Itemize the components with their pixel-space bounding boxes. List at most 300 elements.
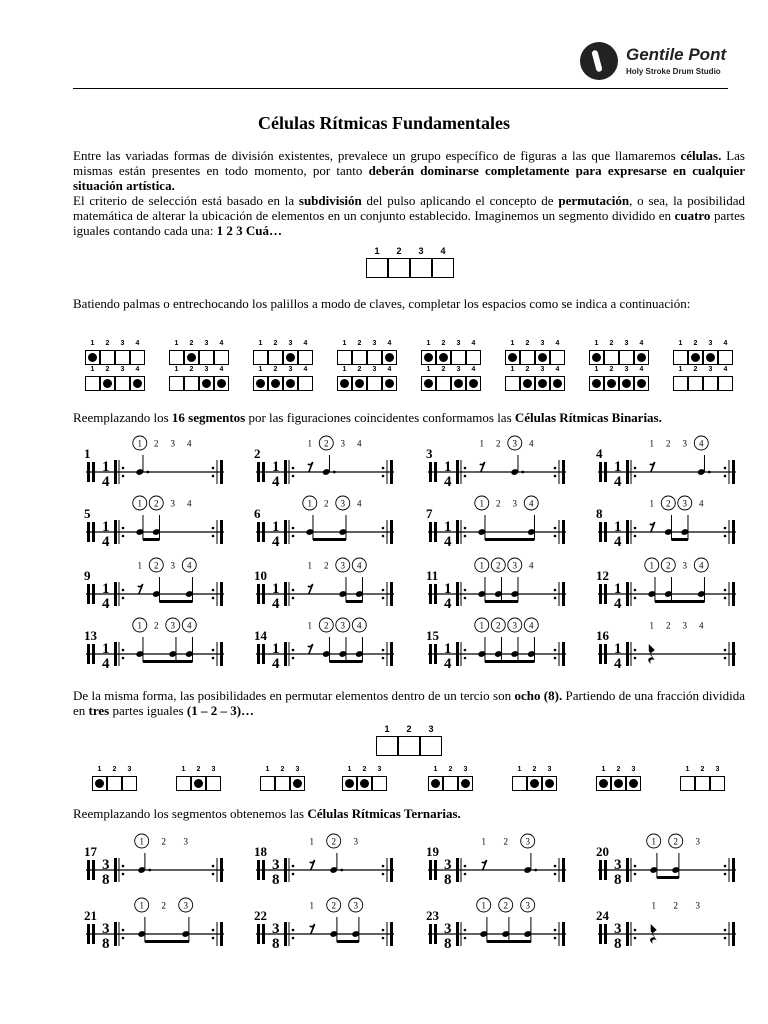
filled-dot-cell [688,350,703,365]
count-label: 2 [532,766,537,773]
count-label: 2 [496,560,501,571]
rhythm-cell [82,434,230,496]
repeat-dot [122,589,125,592]
count-label: 3 [708,340,713,347]
repeat-bar [456,642,459,666]
empty-cell [253,350,268,365]
repeat-bar [220,582,223,606]
segment-cell [388,258,410,278]
empty-cell [367,376,382,391]
time-signature-top: 3 [444,857,452,873]
count-label: 1 [137,498,143,509]
rhythm-cell [594,494,742,556]
count-label: 1 [137,560,143,571]
count-label: 2 [448,766,453,773]
note-beam [485,538,534,541]
count-label: 2 [441,366,446,373]
percussion-clef-icon [599,584,602,604]
repeat-dot [724,535,727,538]
empty-cell [122,776,137,791]
count-label: 3 [340,560,346,571]
time-signature-top: 1 [102,641,110,657]
count-label: 3 [170,560,176,571]
repeat-dot [122,535,125,538]
eighth-rest-icon [650,462,655,472]
count-label: 1 [181,766,186,773]
count-label: 4 [471,366,476,373]
repeat-bar [562,460,565,484]
repeat-bar [626,642,629,666]
exercise-number: 2 [254,446,261,461]
note-beam [145,940,189,943]
percussion-clef-icon [434,462,437,482]
repeat-bar [562,520,565,544]
percussion-clef-icon [434,924,437,944]
repeat-bar [456,582,459,606]
text-run: , o sea, la posibilidad matemática de alterar la ubicación de elementos en un conjunto establecido. Imaginemos un segmento dividido en [73,193,745,223]
repeat-dot [292,535,295,538]
filled-dot-cell [527,776,542,791]
exercise-number: 23 [426,908,439,923]
count-label: 1 [137,620,143,631]
empty-cell [718,376,733,391]
count-label: 2 [196,766,201,773]
percussion-clef-icon [92,522,95,542]
empty-cell [512,776,527,791]
repeat-dot [464,597,467,600]
exercise-number: 5 [84,506,91,521]
count-label: 1 [426,366,431,373]
repeat-dot [554,597,557,600]
count-label: 3 [295,766,300,773]
repeat-dot [634,527,637,530]
repeat-bar [390,858,393,882]
repeat-dot [292,657,295,660]
count-label: 2 [693,366,698,373]
count-label: 4 [135,366,140,373]
rhythm-cell [424,434,572,496]
repeat-dot [464,589,467,592]
exercise-number: 11 [426,568,439,583]
rhythm-cell [82,896,230,958]
count-label: 2 [161,836,166,847]
repeat-bar [626,460,629,484]
filled-dot-cell [421,376,436,391]
segment-cell [366,258,388,278]
filled-dot-cell [421,350,436,365]
empty-cell [703,376,718,391]
count-label: 2 [362,766,367,773]
repeat-bar [732,922,735,946]
brand-logo [580,42,750,86]
text-run: Las mismas están presentes en todo momento, por tanto [73,148,745,178]
empty-cell [550,350,565,365]
exercise-number: 4 [596,446,603,461]
eighth-rest-icon [480,462,485,472]
percussion-clef-icon [257,644,260,664]
count-label: 2 [666,560,671,571]
count-label: 1 [510,366,515,373]
repeat-bar [626,922,629,946]
repeat-dot [724,589,727,592]
rhythm-cell [594,896,742,958]
repeat-bar [220,460,223,484]
filled-dot-cell [589,376,604,391]
count-label: 3 [183,836,188,847]
filled-dot-cell [520,376,535,391]
segment-cell [398,736,420,756]
count-label: 3 [340,620,346,631]
filled-dot-cell [268,376,283,391]
percussion-clef-icon [257,462,260,482]
count-label: 3 [127,766,132,773]
text-run: Reemplazando los [73,410,172,425]
repeat-dot [292,589,295,592]
repeat-dot [212,535,215,538]
repeat-dot [292,929,295,932]
empty-cell [298,376,313,391]
count-label: 4 [723,366,728,373]
count-label: 2 [273,340,278,347]
count-label: 3 [120,366,125,373]
repeat-bar [284,582,287,606]
empty-cell [451,350,466,365]
time-signature-bottom: 4 [444,656,452,672]
percussion-clef-icon [599,462,602,482]
empty-cell [115,350,130,365]
repeat-bar [284,858,287,882]
count-label: 2 [666,498,671,509]
repeat-dot [724,649,727,652]
count-label: 3 [183,900,188,911]
text-run: por las figuraciones coincidentes conformamos las [245,410,515,425]
filled-dot-cell [199,376,214,391]
count-label: 3 [288,366,293,373]
filled-dot-cell [466,376,481,391]
filled-dot-cell [451,376,466,391]
count-label: 3 [428,724,434,734]
repeat-bar [732,858,735,882]
filled-dot-cell [634,376,649,391]
filled-dot-cell [589,350,604,365]
repeat-dot [634,649,637,652]
count-label: 3 [682,620,688,631]
count-label: 3 [204,366,209,373]
count-label: 1 [342,340,347,347]
empty-cell [115,376,130,391]
count-label: 2 [496,438,501,449]
segment-cell [420,736,442,756]
count-label: 4 [357,620,362,631]
repeat-bar [562,922,565,946]
count-label: 2 [324,560,329,571]
count-label: 4 [187,498,192,509]
header-divider [73,88,728,89]
percussion-clef-icon [429,584,432,604]
count-label: 2 [525,340,530,347]
count-label: 1 [374,246,380,256]
filled-dot-cell [342,776,357,791]
time-signature-bottom: 4 [102,656,110,672]
count-label: 1 [265,766,270,773]
note-beam [143,538,160,541]
repeat-bar [732,460,735,484]
count-label: 4 [529,498,534,509]
count-label: 3 [695,836,700,847]
exercise-number: 16 [596,628,609,643]
empty-cell [107,776,122,791]
repeat-dot [724,865,727,868]
count-label: 4 [529,620,534,631]
time-signature-bottom: 4 [102,596,110,612]
time-signature-top: 1 [614,641,622,657]
count-label: 4 [723,340,728,347]
count-label: 2 [693,340,698,347]
repeat-bar [626,582,629,606]
count-label: 1 [307,620,313,631]
filled-dot-cell [458,776,473,791]
time-signature-bottom: 8 [614,872,622,888]
empty-cell [695,776,710,791]
filled-dot-cell [505,350,520,365]
count-label: 4 [187,560,192,571]
count-label: 2 [324,620,329,631]
count-label: 1 [307,560,313,571]
count-label: 2 [154,560,159,571]
time-signature-bottom: 4 [614,656,622,672]
exercise-number: 7 [426,506,433,521]
text-run: (1 – 2 – 3)… [186,703,255,718]
note-beam [671,538,688,541]
time-signature-bottom: 4 [272,596,280,612]
count-label: 3 [288,340,293,347]
rhythm-cell [594,434,742,496]
filled-dot-cell [382,350,397,365]
time-signature-bottom: 4 [444,534,452,550]
exercise-number: 12 [596,568,609,583]
text-run: 16 segmentos [171,410,246,425]
count-label: 3 [418,246,424,256]
count-label: 3 [456,366,461,373]
count-label: 2 [666,438,671,449]
time-signature-bottom: 4 [444,596,452,612]
repeat-dot [554,535,557,538]
count-label: 1 [139,836,144,847]
filled-dot-cell [191,776,206,791]
empty-cell [673,350,688,365]
text-run: El criterio de selección está basado en la [73,193,299,208]
percussion-clef-icon [434,644,437,664]
time-signature-bottom: 8 [102,936,110,952]
time-signature-bottom: 8 [444,936,452,952]
repeat-dot [382,475,385,478]
percussion-clef-icon [92,462,95,482]
rhythm-cell [82,494,230,556]
text-run: partes iguales contando cada una: [73,208,745,238]
count-label: 4 [219,340,224,347]
percussion-clef-icon [434,860,437,880]
count-label: 3 [624,340,629,347]
repeat-dot [724,657,727,660]
empty-cell [718,350,733,365]
repeat-dot [122,873,125,876]
count-label: 1 [307,498,313,509]
count-label: 1 [649,620,655,631]
text-run: partes iguales [109,703,187,718]
repeat-dot [634,873,637,876]
repeat-dot [464,873,467,876]
repeat-bar [732,642,735,666]
count-label: 3 [340,498,346,509]
empty-cell [673,376,688,391]
page-title: Células Rítmicas Fundamentales [258,113,510,133]
note-beam [657,876,679,879]
count-label: 1 [258,366,263,373]
filled-dot-cell [100,376,115,391]
count-label: 3 [715,766,720,773]
time-signature-top: 3 [444,921,452,937]
time-signature-top: 1 [444,519,452,535]
rhythm-cell [82,832,230,894]
count-label: 1 [651,836,656,847]
empty-cell [100,350,115,365]
count-label: 3 [695,900,700,911]
repeat-dot [212,929,215,932]
count-label: 3 [631,766,636,773]
time-signature-top: 3 [102,921,110,937]
note-beam [346,600,363,603]
empty-cell [367,350,382,365]
repeat-dot [292,865,295,868]
time-signature-bottom: 4 [272,656,280,672]
count-label: 1 [594,366,599,373]
repeat-dot [212,475,215,478]
empty-cell [275,776,290,791]
count-label: 4 [699,620,704,631]
count-label: 1 [481,900,486,911]
time-signature-top: 1 [614,519,622,535]
percussion-clef-icon [262,522,265,542]
count-label: 1 [90,366,95,373]
count-label: 4 [219,366,224,373]
percussion-clef-icon [429,644,432,664]
filled-dot-cell [535,350,550,365]
count-label: 2 [273,366,278,373]
count-label: 2 [154,438,159,449]
exercise-number: 17 [84,844,97,859]
count-label: 1 [601,766,606,773]
filled-dot-cell [703,350,718,365]
empty-cell [604,350,619,365]
time-signature-bottom: 4 [614,596,622,612]
count-label: 1 [258,340,263,347]
filled-dot-cell [611,776,626,791]
empty-cell [688,376,703,391]
percussion-clef-icon [87,522,90,542]
augmentation-dot [340,869,343,872]
time-signature-bottom: 4 [272,474,280,490]
repeat-dot [554,475,557,478]
count-label: 4 [471,340,476,347]
time-signature-top: 3 [272,857,280,873]
repeat-bar [220,642,223,666]
count-label: 4 [357,498,362,509]
repeat-dot [122,475,125,478]
empty-cell [352,350,367,365]
repeat-dot [382,873,385,876]
percussion-clef-icon [262,584,265,604]
note-beam [159,600,192,603]
text-run: Células Rítmicas Binarias. [514,410,662,425]
count-label: 4 [639,366,644,373]
count-label: 3 [170,620,176,631]
repeat-bar [284,520,287,544]
count-label: 1 [479,438,485,449]
note-beam [655,600,705,603]
repeat-dot [634,657,637,660]
repeat-bar [114,922,117,946]
repeat-dot [724,873,727,876]
repeat-dot [554,865,557,868]
count-label: 2 [441,340,446,347]
repeat-dot [724,929,727,932]
text-run: Células Rítmicas Ternarias. [307,806,461,821]
repeat-dot [122,527,125,530]
empty-cell [184,376,199,391]
percussion-clef-icon [87,924,90,944]
count-label: 2 [189,340,194,347]
count-label: 4 [387,366,392,373]
time-signature-bottom: 4 [102,474,110,490]
repeat-bar [390,460,393,484]
empty-cell [436,376,451,391]
time-signature-top: 3 [614,921,622,937]
brand-tagline: Holy Stroke Drum Studio [626,67,721,76]
count-label: 3 [353,900,358,911]
repeat-dot [634,475,637,478]
count-label: 1 [479,498,485,509]
filled-dot-cell [542,776,557,791]
repeat-dot [382,649,385,652]
repeat-bar [562,642,565,666]
count-label: 3 [463,766,468,773]
filled-dot-cell [604,376,619,391]
eighth-rest-icon [308,462,313,472]
count-label: 3 [372,366,377,373]
time-signature-top: 1 [272,519,280,535]
filled-dot-cell [550,376,565,391]
repeat-dot [212,937,215,940]
time-signature-top: 3 [272,921,280,937]
count-label: 3 [624,366,629,373]
note-beam [143,660,193,663]
count-label: 4 [699,498,704,509]
count-label: 1 [433,766,438,773]
count-label: 4 [303,340,308,347]
ternary-cells-intro [73,806,745,821]
exercise-number: 18 [254,844,267,859]
count-label: 3 [340,438,346,449]
count-label: 1 [307,438,313,449]
repeat-dot [554,657,557,660]
percussion-clef-icon [599,644,602,664]
count-label: 3 [456,340,461,347]
repeat-dot [464,535,467,538]
time-signature-bottom: 8 [102,872,110,888]
text-run: Batiendo palmas o entrechocando los palillos a modo de claves, completar los espacios como se indica a continuación: [73,296,691,311]
percussion-clef-icon [429,860,432,880]
repeat-dot [464,527,467,530]
